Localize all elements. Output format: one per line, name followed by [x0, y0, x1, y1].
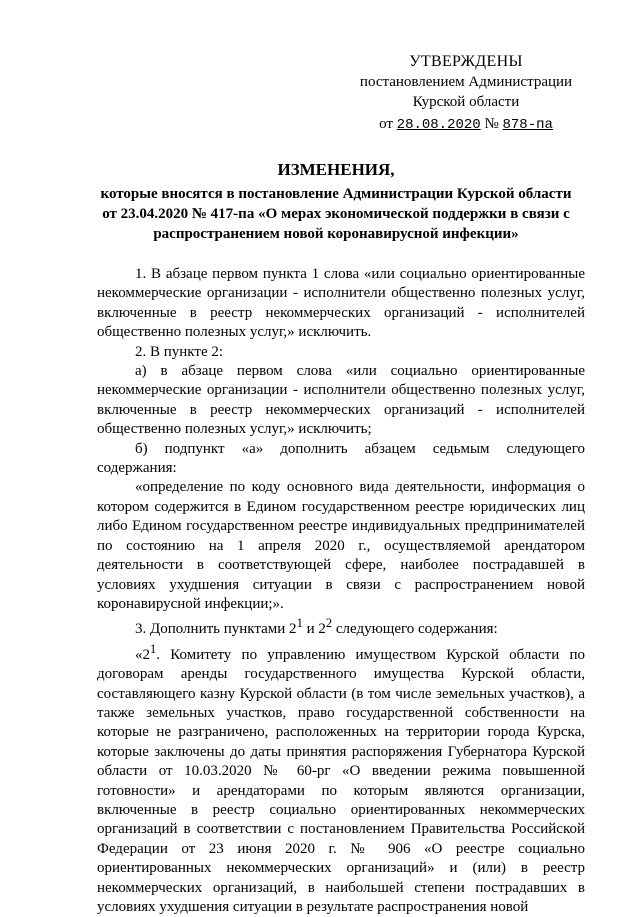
paragraph-4: б) подпункт «а» дополнить абзацем седьмым следующего содержания: [97, 440, 585, 477]
approval-date-line [346, 114, 586, 135]
paragraph-6-sup-1: 1 [296, 616, 303, 631]
paragraph-6 [97, 614, 585, 639]
approval-title: УТВЕРЖДЕНЫ [409, 53, 523, 70]
heading-line-1: которые вносятся в постановление Администрации Курской области [100, 186, 572, 202]
approval-stamp [346, 52, 586, 135]
paragraph-6-mid: и 2 [302, 621, 326, 638]
paragraph-6-post: следующего содержания: [332, 621, 498, 638]
paragraph-7-text: . Комитету по управлению имуществом Курской области по договорам аренды государственного имущества Курской области, составляющего казну Курской области (в том числе земельных участков), а также земельных участков, право государственной собственности на которые не разграничено, расположенных на территории города Курска, которые заключены до даты принятия распоряжения Губернатора Курской области от 10.03.2020 № 60-рг «О введении режима повышенной готовности» и арендаторами по которым являются организации, включенные в реестр социально ориентированных некоммерческих организаций в соответствии с постановлением Правительства Российской Федерации от 23 июня 2020 г. № 906 «О реестре социально ориентированных некоммерческих организаций» и (или) в реестр некоммерческих организаций, в наибольшей степени пострадавших в условиях ухудшения ситуации в результате распространения новой [97, 646, 585, 915]
paragraph-7-pre: «2 [135, 646, 150, 663]
heading-title: ИЗМЕНЕНИЯ, [277, 160, 395, 179]
approval-number: 878-па [502, 117, 553, 133]
heading-line-3: распространением новой коронавирусной инфекции» [153, 226, 519, 242]
paragraph-1: 1. В абзаце первом пункта 1 слова «или социально ориентированные некоммерческие организации - исполнители общественно полезных услуг, включенные в реестр некоммерческих организаций - исполнителей общественно полезных услуг,» исключить. [97, 266, 585, 341]
paragraph-6-pre: 3. Дополнить пунктами 2 [135, 621, 297, 638]
paragraph-7-sup: 1 [150, 641, 157, 656]
document-heading [96, 160, 576, 244]
document-body [97, 265, 585, 917]
approval-line-1: постановлением Администрации [359, 74, 573, 90]
approval-number-prefix: № [484, 116, 499, 132]
approval-line-2: Курской области [412, 94, 520, 110]
approval-date: 28.08.2020 [396, 117, 481, 133]
paragraph-3: а) в абзаце первом слова «или социально ориентированные некоммерческие организации - исполнители общественно полезных услуг, включенные в реестр некоммерческих организаций - исполнителей общественно полезных услуг,» исключить; [97, 363, 585, 438]
paragraph-7 [97, 640, 585, 917]
paragraph-5: «определение по коду основного вида деятельности, информация о котором содержится в Едином государственном реестре юридических лиц либо Едином государственном реестре индивидуальных предпринимателей по состоянию на 1 апреля 2020 г., осуществляемой арендатором деятельности в соответствующей сфере, наиболее пострадавшей в условиях ухудшения ситуации в связи с распространением новой коронавирусной инфекции;». [97, 479, 585, 612]
paragraph-2: 2. В пункте 2: [135, 343, 224, 360]
approval-from-prefix: от [379, 116, 393, 132]
heading-line-2: от 23.04.2020 № 417-па «О мерах экономической поддержки в связи с [102, 206, 570, 222]
paragraph-6-sup-2: 2 [325, 616, 333, 631]
